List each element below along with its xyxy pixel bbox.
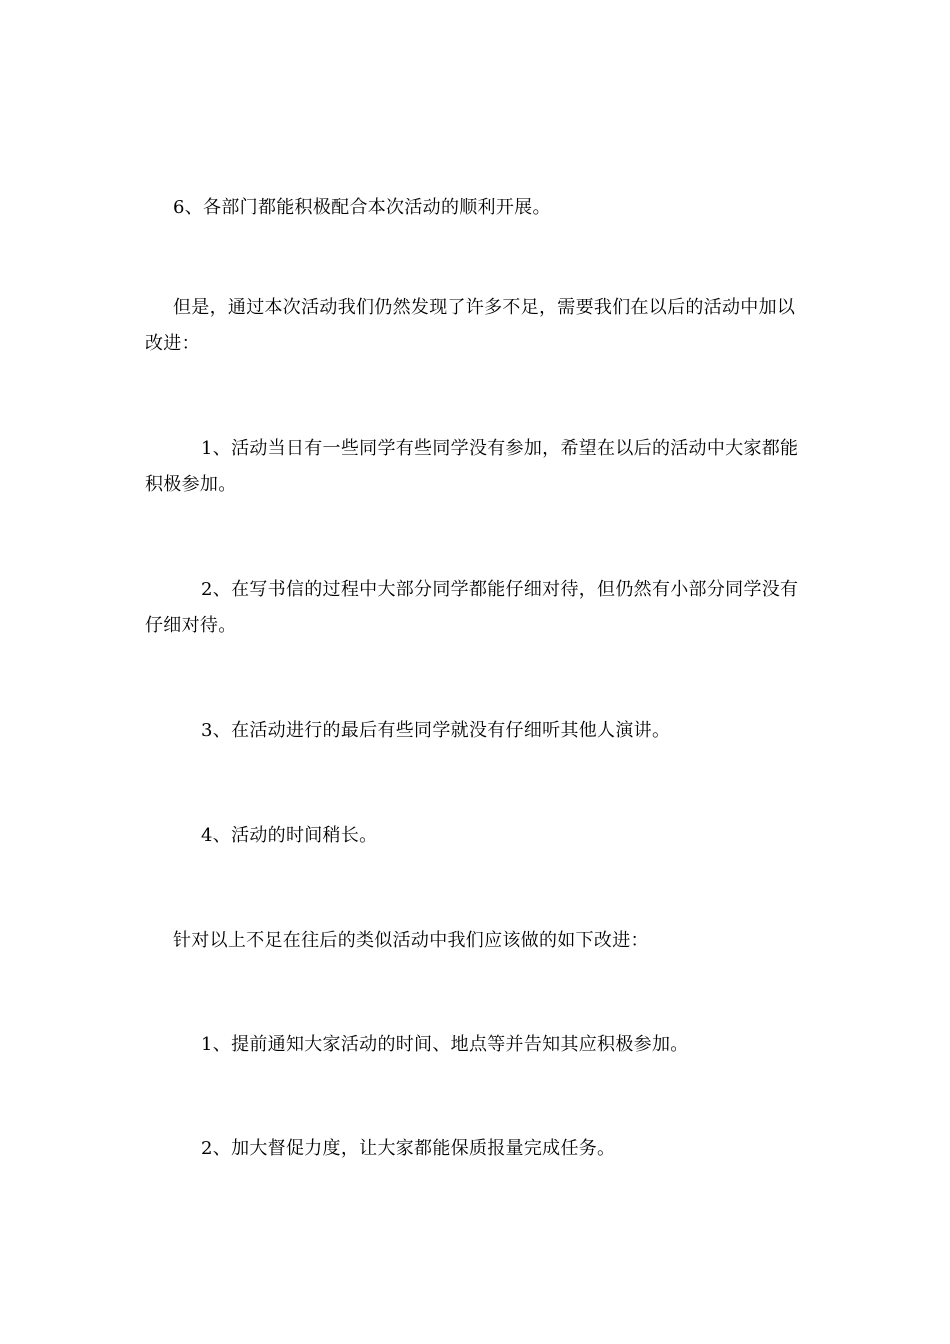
paragraph-text: 6、各部门都能积极配合本次活动的顺利开展。 <box>173 197 551 218</box>
paragraph-text: 提前通知大家活动的时间、地点等并告知其应积极参加。 <box>231 1034 689 1055</box>
paragraph-text: 但是，通过本次活动我们仍然发现了许多不足，需要我们在以后的活动中加以改进： <box>145 297 796 354</box>
list-item-improvement-2 <box>145 1131 810 1167</box>
list-number: 2、 <box>201 579 232 600</box>
paragraph-text: 活动的时间稍长。 <box>231 825 378 846</box>
list-item-shortcoming-2 <box>145 572 810 644</box>
list-item-shortcoming-1 <box>145 431 810 503</box>
paragraph-text: 加大督促力度，让大家都能保质报量完成任务。 <box>231 1138 616 1159</box>
paragraph-text: 针对以上不足在往后的类似活动中我们应该做的如下改进： <box>173 930 649 951</box>
list-item-shortcoming-3 <box>145 713 810 749</box>
list-number: 2、 <box>201 1138 232 1159</box>
list-number: 3、 <box>201 720 232 741</box>
list-number: 4、 <box>201 825 232 846</box>
paragraph-text: 活动当日有一些同学有些同学没有参加，希望在以后的活动中大家都能积极参加。 <box>145 438 799 495</box>
list-item-shortcoming-4 <box>145 818 810 854</box>
list-item-improvement-1 <box>145 1027 810 1063</box>
paragraph-improvements-intro <box>145 923 810 959</box>
paragraph-text: 在写书信的过程中大部分同学都能仔细对待，但仍然有小部分同学没有仔细对待。 <box>145 579 799 636</box>
paragraph-department-cooperation <box>145 190 810 226</box>
list-number: 1、 <box>201 438 232 459</box>
paragraph-shortcomings-intro <box>145 290 810 362</box>
paragraph-text: 在活动进行的最后有些同学就没有仔细听其他人演讲。 <box>231 720 671 741</box>
list-number: 1、 <box>201 1034 232 1055</box>
